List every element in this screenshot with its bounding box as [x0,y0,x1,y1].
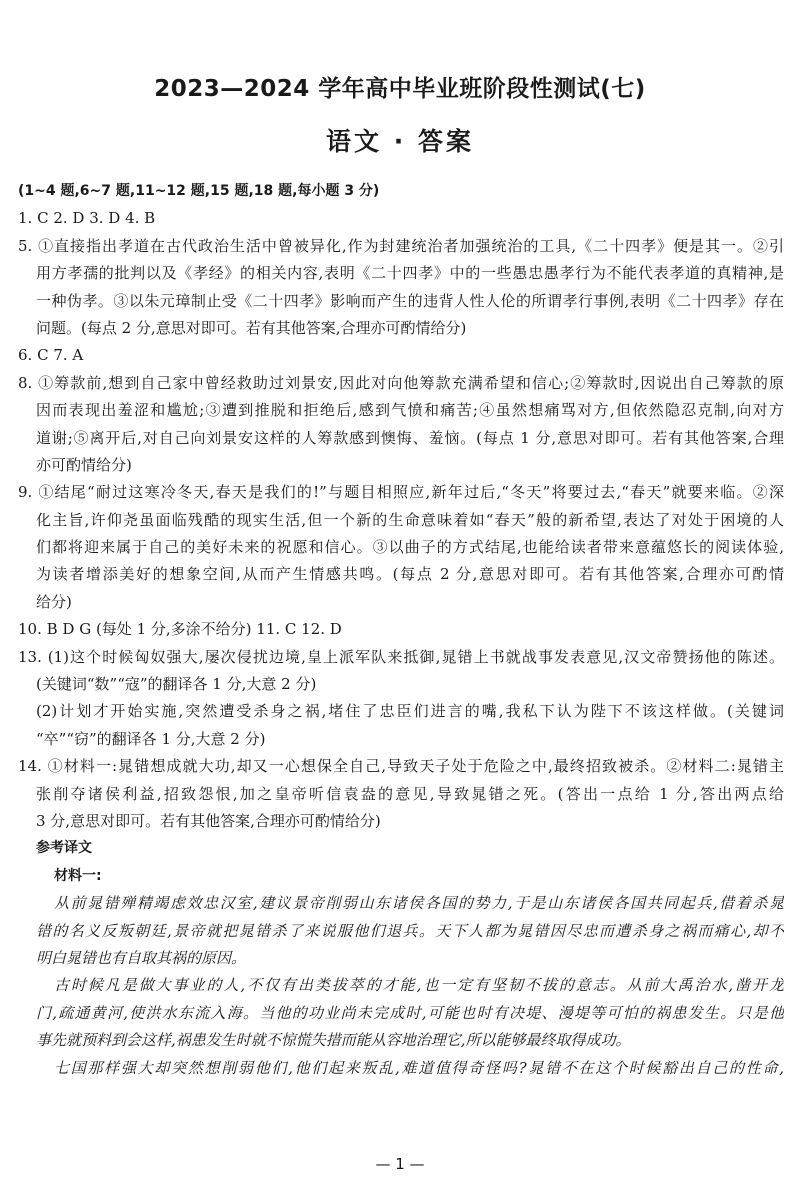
answer-line: 5. ①直接指出孝道在古代政治生活中曾被异化,作为封建统治者加强统治的工具,《二十四孝》便是其一。②引 [18,236,784,255]
answer-line: 因而表现出羞涩和尴尬;③遭到推脱和拒绝后,感到气愤和痛苦;④虽然想痛骂对方,但依然隐忍克制,向对方 [36,401,784,420]
answer-line: 明白晁错也有自取其祸的原因。 [36,948,247,967]
page-number: — 1 — [375,1155,425,1173]
answer-line: 七国那样强大却突然想削弱他们,他们起来叛乱,难道值得奇怪吗?晁错不在这个时候豁出自己的性命, [54,1058,784,1077]
answer-line: 问题。(每点 2 分,意思对即可。若有其他答案,合理亦可酌情给分) [36,318,467,337]
answer-line: 13. (1)这个时候匈奴强大,屡次侵扰边境,皇上派军队来抵御,晁错上书就战事发表意见,汉文帝赞扬他的陈述。 [18,647,784,666]
answer-line: (1~4 题,6~7 题,11~12 题,15 题,18 题,每小题 3 分) [18,183,380,199]
answer-line: 8. ①筹款前,想到自己家中曾经救助过刘景安,因此对向他筹款充满希望和信心;②筹款时,因说出自己筹款的原 [18,373,784,392]
answer-line: 事先就预料到会这样,祸患发生时就不惊慌失措而能从容地治理它,所以能够最终取得成功。 [36,1031,631,1050]
page-subtitle: 语文 · 答案 [326,127,474,156]
answer-line: 14. ①材料一:晁错想成就大功,却又一心想保全自己,导致天子处于危险之中,最终招致被杀。②材料二:晁错主 [18,757,784,776]
answer-line: 3 分,意思对即可。若有其他答案,合理亦可酌情给分) [36,811,381,830]
answer-line: 10. B D G (每处 1 分,多涂不给分) 11. C 12. D [18,620,342,639]
answer-line: 们都将迎来属于自己的美好未来的祝愿和信心。③以曲子的方式结尾,也能给读者带来意蕴悠长的阅读体验, [36,538,784,557]
answer-content [18,178,784,1082]
answer-line: (2)计划才开始实施,突然遭受杀身之祸,堵住了忠臣们进言的嘴,我私下认为陛下不该这样做。(关键词 [36,702,784,721]
answer-line: 给分) [36,592,72,611]
answer-line: 古时候凡是做大事业的人,不仅有出类拔萃的才能,也一定有坚韧不拔的意志。从前大禹治水,凿开龙 [54,976,784,995]
answer-line: 一种伪孝。③以朱元璋制止受《二十四孝》影响而产生的违背人性人伦的所谓孝行事例,表明《二十四孝》存在 [36,291,784,310]
answer-line: 化主旨,许仰尧虽面临残酷的现实生活,但一个新的生命意味着如“春天”般的新希望,表达了对处于困境的人 [36,510,784,529]
answer-line: 6. C 7. A [18,346,84,365]
answer-line: 参考译文 [36,840,92,857]
answer-line: “卒”“窃”的翻译各 1 分,大意 2 分) [36,729,266,748]
answer-line: 道谢;⑤离开后,对自己向刘景安这样的人筹款感到懊悔、羞恼。(每点 1 分,意思对即可。若有其他答案,合理 [36,428,784,447]
answer-line: 亦可酌情给分) [36,455,132,474]
answer-line: (关键词“数”“寇”的翻译各 1 分,大意 2 分) [36,675,317,694]
answer-line: 9. ①结尾“耐过这寒冷冬天,春天是我们的!”与题目相照应,新年过后,“冬天”将要过去,“春天”就要来临。②深 [18,483,784,502]
answer-line: 门,疏通黄河,使洪水东流入海。当他的功业尚未完成时,可能也时有决堤、漫堤等可怕的祸患发生。只是他 [36,1003,784,1022]
answer-line: 用方孝孺的批判以及《孝经》的相关内容,表明《二十四孝》中的一些愚忠愚孝行为不能代表孝道的真精神,是 [36,264,784,283]
answer-line: 错的名义反叛朝廷,景帝就把晁错杀了来说服他们退兵。天下人都为晁错因尽忠而遭杀身之祸而痛心,却不 [36,921,784,940]
page-title: 2023—2024 学年高中毕业班阶段性测试(七) [154,76,646,102]
answer-line: 1. C 2. D 3. D 4. B [18,209,156,228]
answer-line: 从前晁错殚精竭虑效忠汉室,建议景帝削弱山东诸侯各国的势力,于是山东诸侯各国共同起兵,借着杀晁 [54,894,784,913]
answer-line: 材料一: [54,867,102,884]
answer-line: 为读者增添美好的想象空间,从而产生情感共鸣。(每点 2 分,意思对即可。若有其他答案,合理亦可酌情 [36,565,784,584]
answer-line: 张削夺诸侯利益,招致怨恨,加之皇帝听信袁盎的意见,导致晁错之死。(答出一点给 1 分,答出两点给 [36,784,784,803]
